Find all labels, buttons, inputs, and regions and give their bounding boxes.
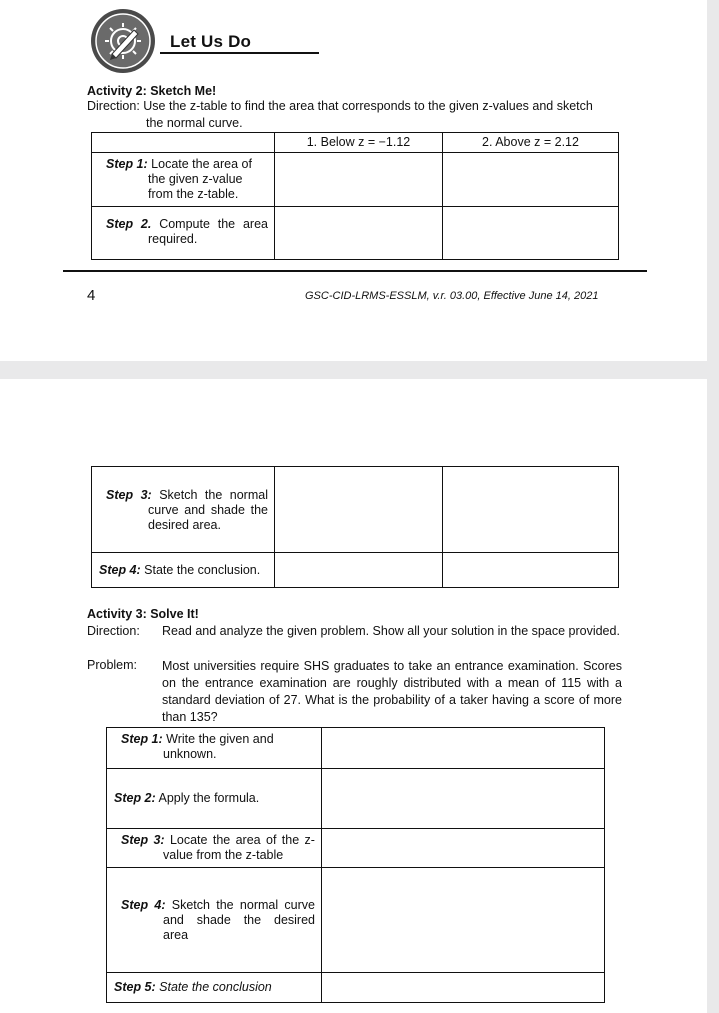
gear-pencil-icon bbox=[90, 8, 156, 74]
answer-cell[interactable] bbox=[443, 153, 619, 207]
footer-rule bbox=[63, 270, 647, 272]
activity2-direction-line1: Direction: Use the z-table to find the area that corresponds to the given z-values and sketch bbox=[87, 99, 593, 113]
empty-header-cell bbox=[92, 133, 275, 153]
col2-header: 2. Above z = 2.12 bbox=[443, 133, 619, 153]
step-text: Locate the area of the given z-value from the z-table. bbox=[148, 157, 252, 201]
answer-cell[interactable] bbox=[275, 553, 443, 588]
activity2-title: Activity 2: Sketch Me! bbox=[87, 84, 217, 98]
answer-cell[interactable] bbox=[275, 153, 443, 207]
step-text: Apply the formula. bbox=[158, 791, 260, 805]
answer-cell[interactable] bbox=[322, 769, 605, 829]
step-cell bbox=[107, 973, 322, 1003]
step-text: Write the given and unknown. bbox=[163, 732, 274, 761]
answer-cell[interactable] bbox=[322, 868, 605, 973]
step-label: Step 3: bbox=[106, 488, 152, 502]
step-cell bbox=[92, 553, 275, 588]
step-label: Step 4: bbox=[99, 562, 141, 577]
activity3-title: Activity 3: Solve It! bbox=[87, 607, 199, 621]
step-cell bbox=[92, 153, 275, 207]
title-underline bbox=[160, 52, 319, 54]
step-label: Step 1: bbox=[106, 157, 148, 171]
answer-cell[interactable] bbox=[275, 467, 443, 553]
activity2-table-bottom bbox=[91, 466, 619, 588]
page-number: 4 bbox=[87, 287, 96, 304]
section-title: Let Us Do bbox=[170, 32, 252, 51]
problem-label: Problem: bbox=[87, 658, 138, 672]
step-text: Sketch the normal curve and shade the desired area. bbox=[148, 488, 268, 532]
answer-cell[interactable] bbox=[443, 207, 619, 260]
page-2 bbox=[0, 379, 707, 1013]
step-cell bbox=[107, 868, 322, 973]
answer-cell[interactable] bbox=[275, 207, 443, 260]
step-label: Step 4: bbox=[121, 897, 166, 912]
answer-cell[interactable] bbox=[322, 728, 605, 769]
step-cell bbox=[107, 829, 322, 868]
activity3-table bbox=[106, 727, 605, 1003]
answer-cell[interactable] bbox=[443, 553, 619, 588]
step-cell bbox=[107, 769, 322, 829]
step-text: Compute the area required. bbox=[148, 217, 268, 246]
step-cell bbox=[92, 467, 275, 553]
answer-cell[interactable] bbox=[322, 829, 605, 868]
step-label: Step 3: bbox=[121, 833, 165, 847]
page-1 bbox=[0, 0, 707, 361]
step-label: Step 1: bbox=[121, 732, 163, 746]
step-label: Step 2: bbox=[114, 791, 156, 805]
step-label: Step 2. bbox=[106, 217, 152, 231]
direction-label: Direction: bbox=[87, 624, 140, 638]
step-text: Sketch the normal curve and shade the desired area bbox=[163, 897, 315, 942]
step-text: State the conclusion bbox=[159, 980, 272, 994]
activity2-table-top bbox=[91, 132, 619, 260]
direction-text: Read and analyze the given problem. Show all your solution in the space provided. bbox=[162, 624, 620, 638]
answer-cell[interactable] bbox=[443, 467, 619, 553]
step-label: Step 5: bbox=[114, 980, 156, 994]
step-text: State the conclusion. bbox=[144, 562, 261, 577]
col1-header: 1. Below z = −1.12 bbox=[275, 133, 443, 153]
answer-cell[interactable] bbox=[322, 973, 605, 1003]
problem-text: Most universities require SHS graduates to take an entrance examination. Scores on the entrance examination are roughly distributed with a mean of 115 with a standard deviation of 27. What is the probability of a taker having a score of more than 135? bbox=[162, 659, 622, 724]
step-cell bbox=[107, 728, 322, 769]
step-cell bbox=[92, 207, 275, 260]
activity2-direction-line2: the normal curve. bbox=[146, 116, 243, 130]
footer-code: GSC-CID-LRMS-ESSLM, v.r. 03.00, Effective June 14, 2021 bbox=[305, 290, 599, 302]
step-text: Locate the area of the z-value from the z-table bbox=[163, 833, 315, 862]
